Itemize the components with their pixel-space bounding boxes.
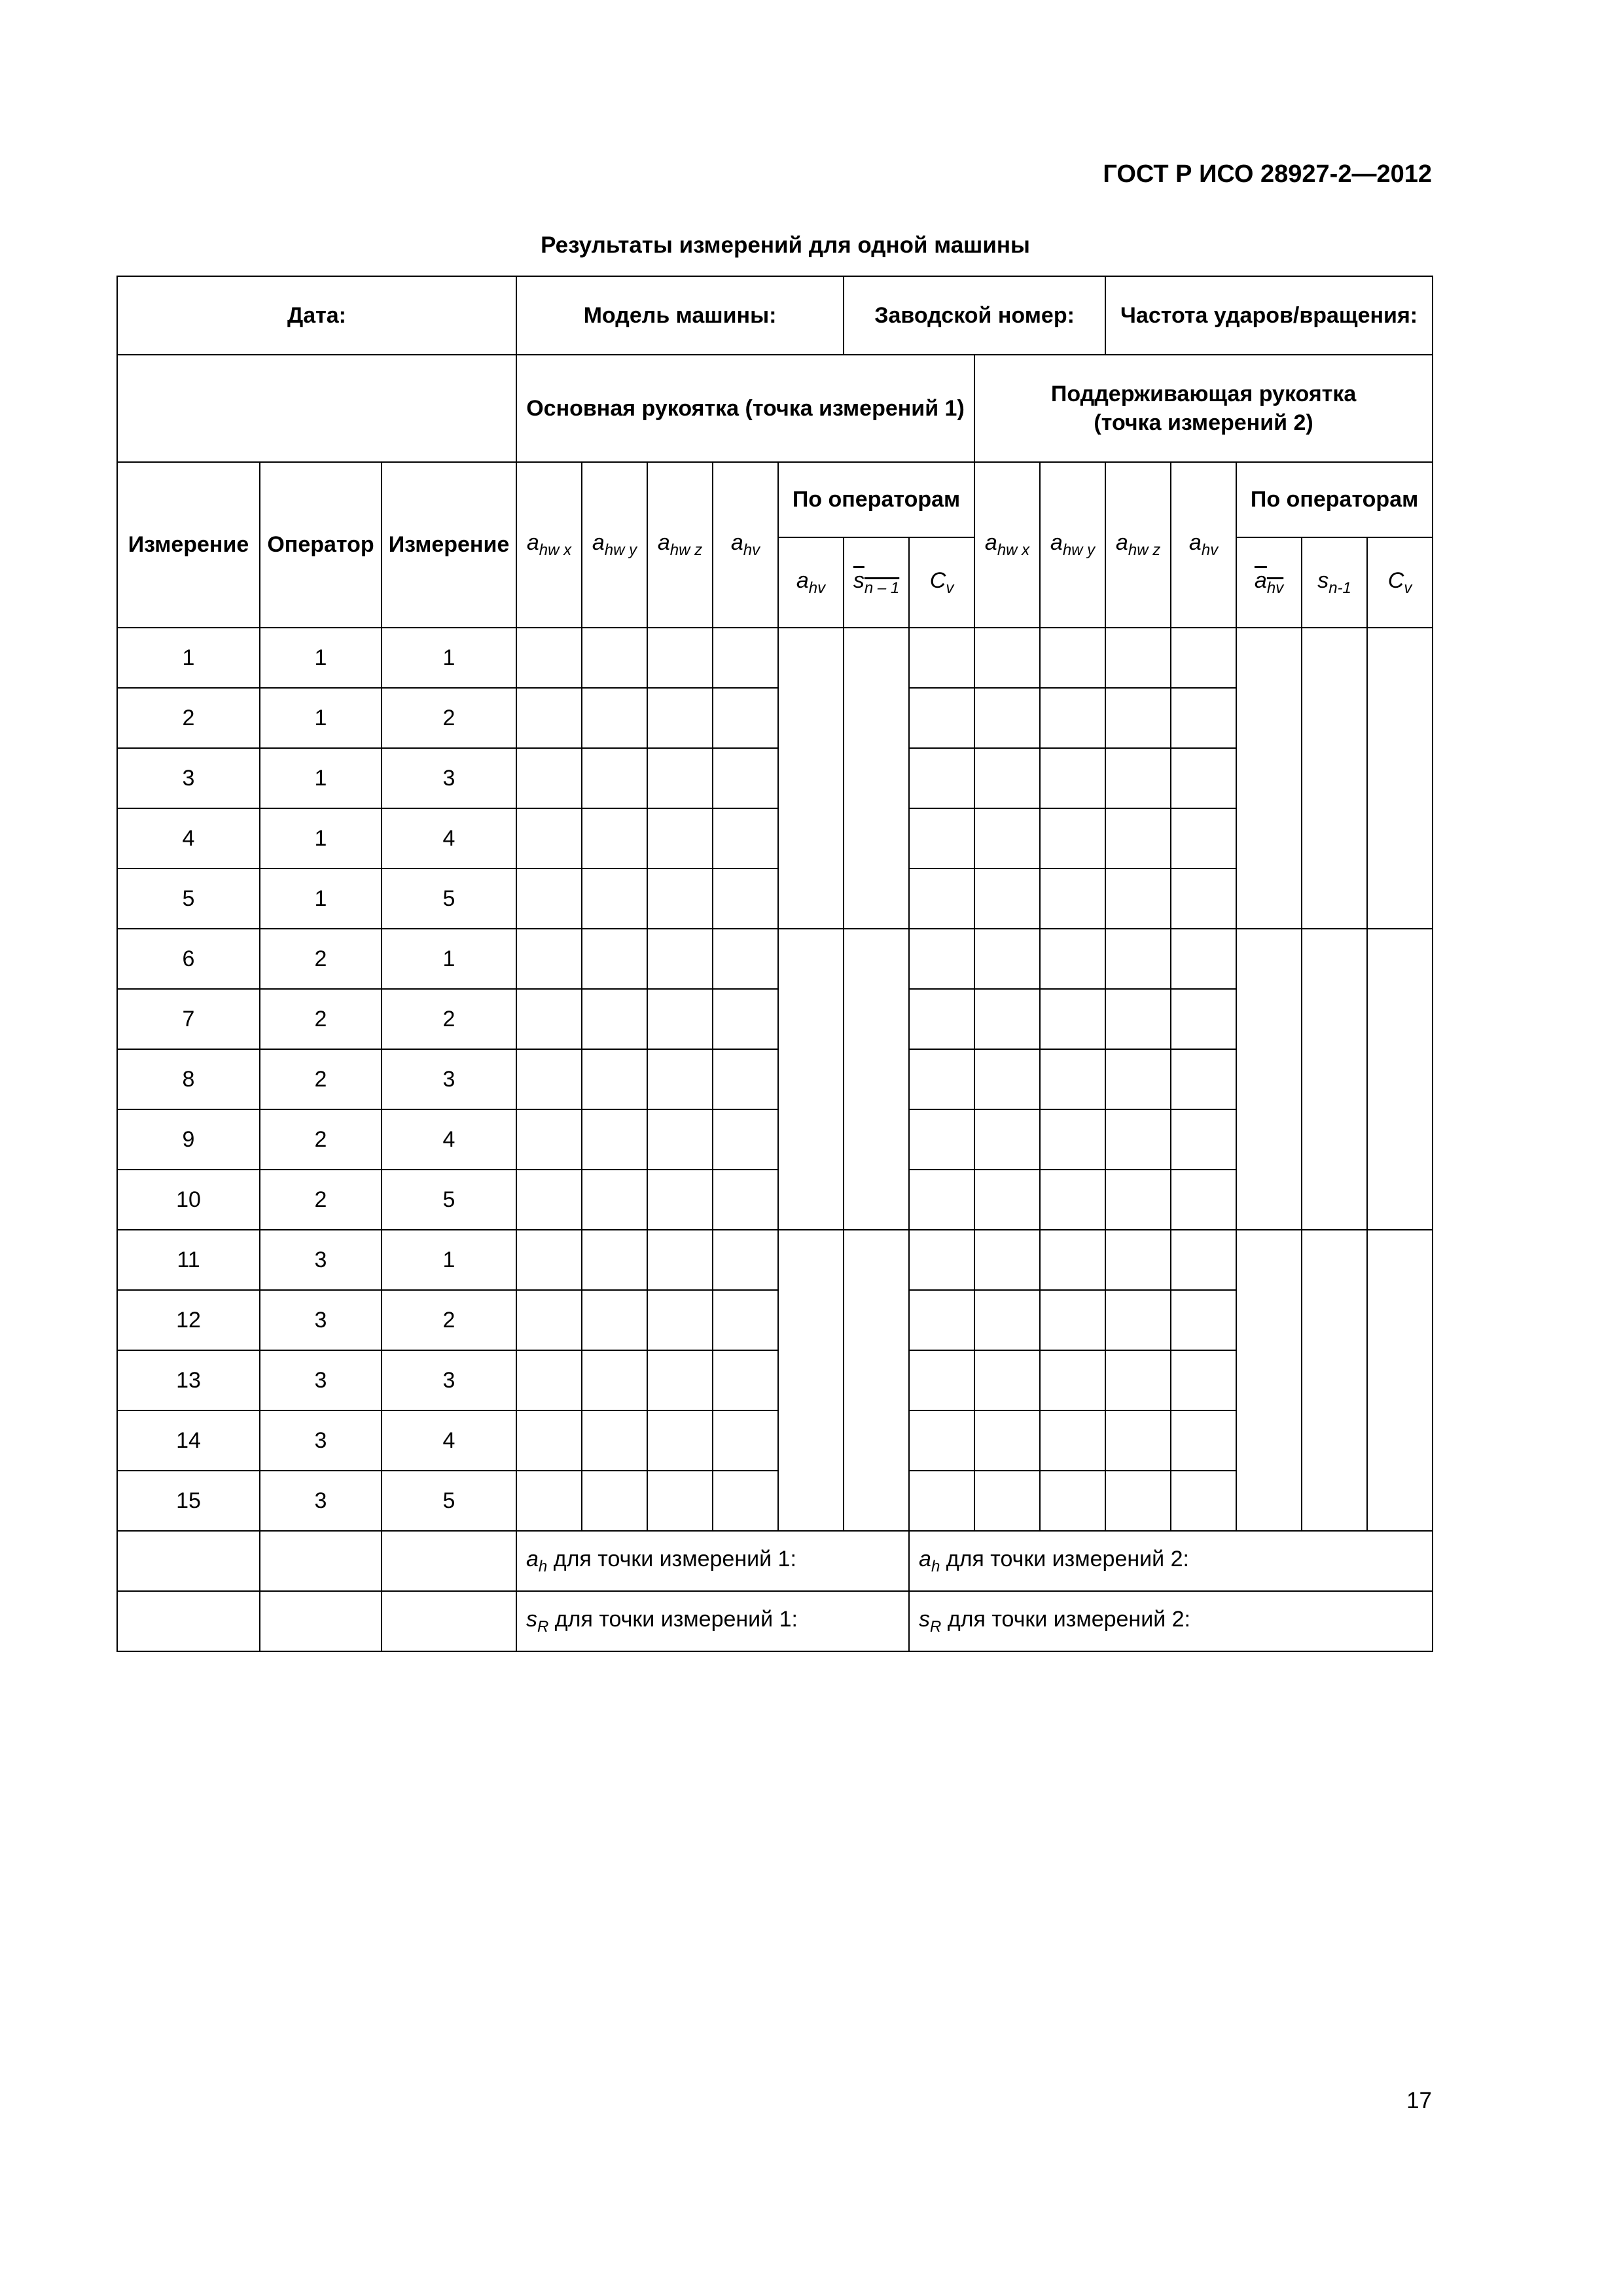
cell-main-cv[interactable] bbox=[909, 1170, 974, 1230]
row-measurement: 5 bbox=[382, 1170, 516, 1230]
cell-support-ahv[interactable] bbox=[1171, 1230, 1236, 1290]
cell-support-op1-sn1[interactable] bbox=[1302, 628, 1367, 929]
cell-main-ahwy[interactable] bbox=[582, 1410, 647, 1471]
cell-main-ahwx[interactable] bbox=[516, 1290, 582, 1350]
cell-support-ahwy[interactable] bbox=[1040, 748, 1105, 808]
cell-support-ahwy[interactable] bbox=[1040, 1109, 1105, 1170]
cell-main-ahwy[interactable] bbox=[582, 1471, 647, 1531]
cell-support-ahwy[interactable] bbox=[1040, 1350, 1105, 1410]
row-measurement: 5 bbox=[382, 1471, 516, 1531]
cell-support-ahv[interactable] bbox=[1171, 1170, 1236, 1230]
cell-support-ahwz[interactable] bbox=[1105, 1170, 1171, 1230]
ah-point1-label: для точки измерений 1: bbox=[547, 1546, 796, 1571]
footer-empty-cell bbox=[260, 1591, 382, 1651]
row-number: 1 bbox=[117, 628, 260, 688]
footer-empty-cell bbox=[260, 1531, 382, 1591]
row-operator: 1 bbox=[260, 688, 382, 748]
cell-main-ahwy[interactable] bbox=[582, 929, 647, 989]
col-main-ahv-mean: $a_{hv}$ bbox=[778, 537, 844, 628]
cell-main-ahv[interactable] bbox=[713, 929, 778, 989]
col-support-ahv: $a_{hv}$ bbox=[1171, 462, 1236, 628]
cell-support-ahwy[interactable] bbox=[1040, 929, 1105, 989]
results-table bbox=[116, 276, 1433, 1652]
col-support-cv: $C_v$ bbox=[1367, 537, 1433, 628]
cell-support-op2-ahv[interactable] bbox=[1236, 929, 1302, 1230]
table-row bbox=[117, 1410, 1433, 1471]
row-number: 7 bbox=[117, 989, 260, 1049]
cell-main-cv[interactable] bbox=[909, 989, 974, 1049]
support-handle-line1: Поддерживающая рукоятка bbox=[1050, 382, 1357, 406]
col-main-sn1: $s_{n - 1}$ bbox=[844, 537, 909, 628]
cell-main-ahwz[interactable] bbox=[647, 1049, 713, 1109]
cell-main-ahv[interactable] bbox=[713, 1290, 778, 1350]
cell-support-ahwz[interactable] bbox=[1105, 929, 1171, 989]
row-operator: 3 bbox=[260, 1230, 382, 1290]
cell-main-ahwy[interactable] bbox=[582, 1230, 647, 1290]
cell-main-ahwz[interactable] bbox=[647, 1290, 713, 1350]
cell-main-ahwy[interactable] bbox=[582, 628, 647, 688]
cell-main-cv[interactable] bbox=[909, 748, 974, 808]
cell-main-ahwx[interactable] bbox=[516, 748, 582, 808]
cell-main-ahwx[interactable] bbox=[516, 628, 582, 688]
cell-main-ahwy[interactable] bbox=[582, 869, 647, 929]
row-operator: 2 bbox=[260, 1109, 382, 1170]
cell-main-ahwz[interactable] bbox=[647, 1170, 713, 1230]
cell-main-op3-sn1[interactable] bbox=[844, 1230, 909, 1531]
row-number: 10 bbox=[117, 1170, 260, 1230]
row-number: 11 bbox=[117, 1230, 260, 1290]
model-label: Модель машины: bbox=[516, 276, 844, 355]
cell-support-ahwy[interactable] bbox=[1040, 989, 1105, 1049]
cell-support-ahwz[interactable] bbox=[1105, 1290, 1171, 1350]
row-measurement: 1 bbox=[382, 1230, 516, 1290]
cell-main-cv[interactable] bbox=[909, 869, 974, 929]
row-number: 6 bbox=[117, 929, 260, 989]
cell-main-ahwy[interactable] bbox=[582, 748, 647, 808]
col-main-ahwx: $a_{hw x}$ bbox=[516, 462, 582, 628]
table-row bbox=[117, 1350, 1433, 1410]
cell-main-cv[interactable] bbox=[909, 929, 974, 989]
support-by-operators: По операторам bbox=[1236, 462, 1433, 537]
cell-support-ahwy[interactable] bbox=[1040, 1049, 1105, 1109]
cell-main-ahwx[interactable] bbox=[516, 869, 582, 929]
table-row bbox=[117, 688, 1433, 748]
cell-support-ahv[interactable] bbox=[1171, 989, 1236, 1049]
table-row bbox=[117, 929, 1433, 989]
row-measurement: 4 bbox=[382, 1109, 516, 1170]
cell-main-ahv[interactable] bbox=[713, 1170, 778, 1230]
row-operator: 1 bbox=[260, 628, 382, 688]
cell-support-ahwz[interactable] bbox=[1105, 869, 1171, 929]
cell-support-ahv[interactable] bbox=[1171, 748, 1236, 808]
date-label: Дата: bbox=[117, 276, 516, 355]
page-number: 17 bbox=[1406, 2088, 1432, 2113]
cell-main-ahv[interactable] bbox=[713, 869, 778, 929]
cell-support-ahwx[interactable] bbox=[974, 929, 1040, 989]
cell-support-ahwz[interactable] bbox=[1105, 628, 1171, 688]
sr-point2-field[interactable]: $s_R$ для точки измерений 2: bbox=[909, 1591, 1433, 1651]
row-measurement: 2 bbox=[382, 688, 516, 748]
cell-main-ahv[interactable] bbox=[713, 1230, 778, 1290]
cell-main-ahwz[interactable] bbox=[647, 1109, 713, 1170]
cell-support-ahwy[interactable] bbox=[1040, 1410, 1105, 1471]
cell-support-ahwy[interactable] bbox=[1040, 628, 1105, 688]
cell-support-op3-cv[interactable] bbox=[1367, 1230, 1433, 1531]
standard-code: ГОСТ Р ИСО 28927-2—2012 bbox=[1103, 160, 1432, 188]
cell-main-op2-ahv[interactable] bbox=[778, 929, 844, 1230]
row-operator: 3 bbox=[260, 1471, 382, 1531]
cell-support-ahv[interactable] bbox=[1171, 1290, 1236, 1350]
main-handle-header: Основная рукоятка (точка измерений 1) bbox=[516, 355, 974, 462]
col-measurement-2: Измерение bbox=[382, 462, 516, 628]
footer-row-ah bbox=[117, 1531, 1433, 1591]
cell-main-cv[interactable] bbox=[909, 808, 974, 869]
cell-support-ahv[interactable] bbox=[1171, 808, 1236, 869]
cell-main-ahwx[interactable] bbox=[516, 1049, 582, 1109]
cell-main-ahwx[interactable] bbox=[516, 1350, 582, 1410]
cell-main-ahv[interactable] bbox=[713, 1350, 778, 1410]
cell-main-op1-sn1[interactable] bbox=[844, 628, 909, 929]
sr-point1-label: для точки измерений 1: bbox=[548, 1606, 798, 1632]
cell-support-ahwx[interactable] bbox=[974, 869, 1040, 929]
footer-empty-cell bbox=[117, 1531, 260, 1591]
row-measurement: 1 bbox=[382, 929, 516, 989]
cell-support-ahv[interactable] bbox=[1171, 929, 1236, 989]
cell-main-ahwx[interactable] bbox=[516, 989, 582, 1049]
cell-main-ahv[interactable] bbox=[713, 1049, 778, 1109]
row-measurement: 2 bbox=[382, 1290, 516, 1350]
cell-main-cv[interactable] bbox=[909, 628, 974, 688]
group-header-row bbox=[117, 355, 1433, 462]
row-operator: 1 bbox=[260, 808, 382, 869]
row-measurement: 5 bbox=[382, 869, 516, 929]
cell-main-op2-sn1[interactable] bbox=[844, 929, 909, 1230]
col-main-cv: $C_v$ bbox=[909, 537, 974, 628]
cell-support-ahwz[interactable] bbox=[1105, 1410, 1171, 1471]
row-operator: 2 bbox=[260, 929, 382, 989]
row-operator: 2 bbox=[260, 989, 382, 1049]
cell-support-ahwz[interactable] bbox=[1105, 688, 1171, 748]
cell-support-ahwx[interactable] bbox=[974, 1109, 1040, 1170]
cell-support-ahwx[interactable] bbox=[974, 989, 1040, 1049]
cell-support-ahwx[interactable] bbox=[974, 1290, 1040, 1350]
cell-support-op2-sn1[interactable] bbox=[1302, 929, 1367, 1230]
cell-support-ahwx[interactable] bbox=[974, 1410, 1040, 1471]
row-measurement: 3 bbox=[382, 1049, 516, 1109]
row-measurement: 4 bbox=[382, 808, 516, 869]
cell-support-ahv[interactable] bbox=[1171, 1049, 1236, 1109]
row-number: 5 bbox=[117, 869, 260, 929]
cell-main-ahwz[interactable] bbox=[647, 1230, 713, 1290]
column-header-row-1 bbox=[117, 462, 1433, 537]
cell-support-ahwx[interactable] bbox=[974, 748, 1040, 808]
cell-support-ahwy[interactable] bbox=[1040, 1471, 1105, 1531]
cell-main-cv[interactable] bbox=[909, 1049, 974, 1109]
row-number: 2 bbox=[117, 688, 260, 748]
row-number: 13 bbox=[117, 1350, 260, 1410]
cell-support-op3-sn1[interactable] bbox=[1302, 1230, 1367, 1531]
cell-main-ahv[interactable] bbox=[713, 628, 778, 688]
table-row bbox=[117, 808, 1433, 869]
row-operator: 3 bbox=[260, 1410, 382, 1471]
cell-support-ahv[interactable] bbox=[1171, 1109, 1236, 1170]
cell-support-ahwz[interactable] bbox=[1105, 1230, 1171, 1290]
col-main-ahwz: $a_{hw z}$ bbox=[647, 462, 713, 628]
cell-main-ahwy[interactable] bbox=[582, 1350, 647, 1410]
cell-support-ahv[interactable] bbox=[1171, 1410, 1236, 1471]
cell-main-ahwy[interactable] bbox=[582, 989, 647, 1049]
row-operator: 3 bbox=[260, 1290, 382, 1350]
main-by-operators: По операторам bbox=[778, 462, 974, 537]
footer-empty-cell bbox=[382, 1531, 516, 1591]
ah-point2-label: для точки измерений 2: bbox=[940, 1546, 1189, 1571]
row-operator: 2 bbox=[260, 1170, 382, 1230]
row-measurement: 2 bbox=[382, 989, 516, 1049]
cell-support-ahwz[interactable] bbox=[1105, 989, 1171, 1049]
cell-main-ahwz[interactable] bbox=[647, 989, 713, 1049]
cell-main-cv[interactable] bbox=[909, 1109, 974, 1170]
row-number: 4 bbox=[117, 808, 260, 869]
cell-main-ahv[interactable] bbox=[713, 1471, 778, 1531]
support-handle-line2: (точка измерений 2) bbox=[1094, 410, 1313, 435]
row-measurement: 3 bbox=[382, 1350, 516, 1410]
footer-row-sr bbox=[117, 1591, 1433, 1651]
cell-main-ahv[interactable] bbox=[713, 989, 778, 1049]
col-support-sn1: $s_{n-1}$ bbox=[1302, 537, 1367, 628]
cell-main-ahv[interactable] bbox=[713, 748, 778, 808]
cell-main-op1-ahv[interactable] bbox=[778, 628, 844, 929]
cell-main-op3-ahv[interactable] bbox=[778, 1230, 844, 1531]
cell-support-ahwy[interactable] bbox=[1040, 1230, 1105, 1290]
cell-support-ahwx[interactable] bbox=[974, 1230, 1040, 1290]
cell-main-ahwy[interactable] bbox=[582, 1049, 647, 1109]
info-row bbox=[117, 276, 1433, 355]
cell-support-ahwy[interactable] bbox=[1040, 1170, 1105, 1230]
group-empty-cell bbox=[117, 355, 516, 462]
cell-main-ahwx[interactable] bbox=[516, 1230, 582, 1290]
table-row bbox=[117, 1230, 1433, 1290]
cell-main-ahv[interactable] bbox=[713, 1410, 778, 1471]
cell-main-ahwz[interactable] bbox=[647, 1350, 713, 1410]
row-operator: 3 bbox=[260, 1350, 382, 1410]
cell-support-ahv[interactable] bbox=[1171, 628, 1236, 688]
cell-support-ahv[interactable] bbox=[1171, 1350, 1236, 1410]
cell-main-ahwy[interactable] bbox=[582, 1109, 647, 1170]
col-support-ahwx: $a_{hw x}$ bbox=[974, 462, 1040, 628]
cell-main-ahwy[interactable] bbox=[582, 808, 647, 869]
table-row bbox=[117, 989, 1433, 1049]
cell-support-ahv[interactable] bbox=[1171, 1471, 1236, 1531]
col-operator: Оператор bbox=[260, 462, 382, 628]
table-row bbox=[117, 1049, 1433, 1109]
cell-support-op2-cv[interactable] bbox=[1367, 929, 1433, 1230]
table-row bbox=[117, 748, 1433, 808]
cell-support-ahwy[interactable] bbox=[1040, 688, 1105, 748]
cell-main-ahwx[interactable] bbox=[516, 808, 582, 869]
cell-main-ahwy[interactable] bbox=[582, 688, 647, 748]
row-number: 15 bbox=[117, 1471, 260, 1531]
table-row bbox=[117, 869, 1433, 929]
table-row bbox=[117, 1471, 1433, 1531]
cell-main-ahwz[interactable] bbox=[647, 929, 713, 989]
row-operator: 1 bbox=[260, 869, 382, 929]
table-title: Результаты измерений для одной машины bbox=[541, 232, 1030, 258]
cell-main-cv[interactable] bbox=[909, 1230, 974, 1290]
cell-support-ahwz[interactable] bbox=[1105, 748, 1171, 808]
row-measurement: 1 bbox=[382, 628, 516, 688]
cell-support-ahwz[interactable] bbox=[1105, 1049, 1171, 1109]
ah-point1-field[interactable]: $a_h$ для точки измерений 1: bbox=[516, 1531, 909, 1591]
col-main-ahv: $a_{hv}$ bbox=[713, 462, 778, 628]
cell-main-ahwx[interactable] bbox=[516, 1109, 582, 1170]
cell-main-cv[interactable] bbox=[909, 1410, 974, 1471]
col-support-ahv-mean: $a_{hv}$ bbox=[1236, 537, 1302, 628]
cell-support-ahv[interactable] bbox=[1171, 688, 1236, 748]
row-number: 12 bbox=[117, 1290, 260, 1350]
cell-support-ahwx[interactable] bbox=[974, 688, 1040, 748]
cell-support-ahwx[interactable] bbox=[974, 1170, 1040, 1230]
cell-support-ahwz[interactable] bbox=[1105, 1471, 1171, 1531]
cell-support-ahwx[interactable] bbox=[974, 1471, 1040, 1531]
col-measurement: Измерение bbox=[117, 462, 260, 628]
row-number: 8 bbox=[117, 1049, 260, 1109]
row-operator: 2 bbox=[260, 1049, 382, 1109]
cell-main-ahwz[interactable] bbox=[647, 1410, 713, 1471]
cell-main-cv[interactable] bbox=[909, 688, 974, 748]
cell-main-cv[interactable] bbox=[909, 1290, 974, 1350]
cell-support-ahwz[interactable] bbox=[1105, 1109, 1171, 1170]
support-handle-header bbox=[974, 355, 1433, 462]
cell-main-ahwy[interactable] bbox=[582, 1170, 647, 1230]
cell-main-ahv[interactable] bbox=[713, 808, 778, 869]
cell-support-ahwy[interactable] bbox=[1040, 808, 1105, 869]
footer-empty-cell bbox=[117, 1591, 260, 1651]
cell-main-ahwx[interactable] bbox=[516, 1170, 582, 1230]
cell-main-ahwz[interactable] bbox=[647, 748, 713, 808]
cell-main-ahwx[interactable] bbox=[516, 929, 582, 989]
row-number: 14 bbox=[117, 1410, 260, 1471]
cell-main-ahv[interactable] bbox=[713, 1109, 778, 1170]
cell-main-ahwx[interactable] bbox=[516, 688, 582, 748]
cell-main-ahwy[interactable] bbox=[582, 1290, 647, 1350]
cell-support-ahwx[interactable] bbox=[974, 1350, 1040, 1410]
cell-main-cv[interactable] bbox=[909, 1350, 974, 1410]
row-number: 3 bbox=[117, 748, 260, 808]
row-number: 9 bbox=[117, 1109, 260, 1170]
cell-support-op1-cv[interactable] bbox=[1367, 628, 1433, 929]
col-support-ahwy: $a_{hw y}$ bbox=[1040, 462, 1105, 628]
frequency-label: Частота ударов/вращения: bbox=[1105, 276, 1433, 355]
footer-empty-cell bbox=[382, 1591, 516, 1651]
ah-point2-field[interactable]: $a_h$ для точки измерений 2: bbox=[909, 1531, 1433, 1591]
cell-main-cv[interactable] bbox=[909, 1471, 974, 1531]
row-measurement: 4 bbox=[382, 1410, 516, 1471]
cell-main-ahwx[interactable] bbox=[516, 1471, 582, 1531]
cell-support-ahwy[interactable] bbox=[1040, 869, 1105, 929]
cell-support-ahwx[interactable] bbox=[974, 808, 1040, 869]
cell-main-ahwz[interactable] bbox=[647, 869, 713, 929]
cell-support-ahwx[interactable] bbox=[974, 628, 1040, 688]
cell-main-ahwz[interactable] bbox=[647, 1471, 713, 1531]
col-support-ahwz: $a_{hw z}$ bbox=[1105, 462, 1171, 628]
table-row bbox=[117, 1290, 1433, 1350]
cell-support-ahwz[interactable] bbox=[1105, 808, 1171, 869]
row-measurement: 3 bbox=[382, 748, 516, 808]
cell-main-ahwz[interactable] bbox=[647, 688, 713, 748]
sr-point2-label: для точки измерений 2: bbox=[941, 1606, 1190, 1632]
table-row bbox=[117, 628, 1433, 688]
table-row bbox=[117, 1109, 1433, 1170]
cell-support-ahv[interactable] bbox=[1171, 869, 1236, 929]
cell-main-ahv[interactable] bbox=[713, 688, 778, 748]
cell-support-ahwx[interactable] bbox=[974, 1049, 1040, 1109]
cell-support-ahwy[interactable] bbox=[1040, 1290, 1105, 1350]
cell-main-ahwz[interactable] bbox=[647, 808, 713, 869]
row-operator: 1 bbox=[260, 748, 382, 808]
cell-support-op1-ahv[interactable] bbox=[1236, 628, 1302, 929]
cell-support-ahwz[interactable] bbox=[1105, 1350, 1171, 1410]
sr-point1-field[interactable]: $s_R$ для точки измерений 1: bbox=[516, 1591, 909, 1651]
cell-support-op3-ahv[interactable] bbox=[1236, 1230, 1302, 1531]
serial-label: Заводской номер: bbox=[844, 276, 1105, 355]
table-row bbox=[117, 1170, 1433, 1230]
cell-main-ahwz[interactable] bbox=[647, 628, 713, 688]
cell-main-ahwx[interactable] bbox=[516, 1410, 582, 1471]
col-main-ahwy: $a_{hw y}$ bbox=[582, 462, 647, 628]
